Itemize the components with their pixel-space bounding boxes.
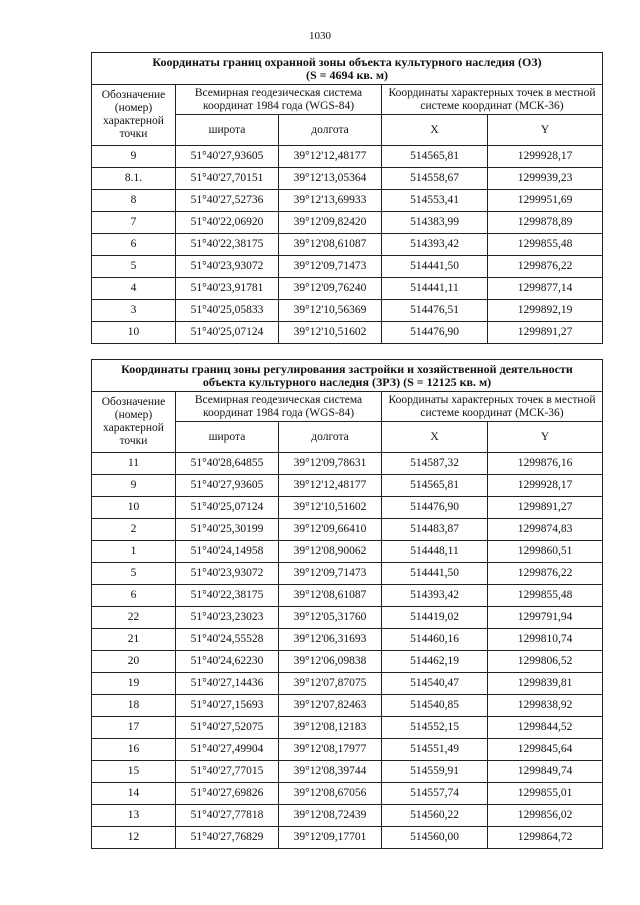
longitude-cell: 39°12'06,09838 (279, 651, 382, 673)
table-row (92, 717, 603, 739)
longitude-cell: 39°12'08,17977 (279, 739, 382, 761)
longitude-cell: 39°12'08,39744 (279, 761, 382, 783)
longitude-cell: 39°12'05,31760 (279, 607, 382, 629)
point-id-cell: 8.1. (92, 168, 176, 190)
longitude-cell: 39°12'08,90062 (279, 541, 382, 563)
longitude-cell: 39°12'07,87075 (279, 673, 382, 695)
table-title (92, 360, 603, 392)
point-id-cell: 13 (92, 805, 176, 827)
latitude-cell: 51°40'27,93605 (176, 475, 279, 497)
point-id-cell: 6 (92, 234, 176, 256)
y-coordinate-cell: 1299791,94 (488, 607, 603, 629)
point-id-cell: 6 (92, 585, 176, 607)
point-id-cell: 8 (92, 190, 176, 212)
longitude-cell: 39°12'10,51602 (279, 322, 382, 344)
header-latitude: широта (176, 115, 279, 146)
y-coordinate-cell: 1299876,22 (488, 256, 603, 278)
table-title-line1: Координаты границ зоны регулирования застройки и хозяйственной деятельности (121, 361, 573, 376)
table-row (92, 585, 603, 607)
y-coordinate-cell: 1299928,17 (488, 475, 603, 497)
x-coordinate-cell: 514587,32 (382, 453, 488, 475)
y-coordinate-cell: 1299891,27 (488, 497, 603, 519)
latitude-cell: 51°40'27,52736 (176, 190, 279, 212)
point-id-cell: 20 (92, 651, 176, 673)
y-coordinate-cell: 1299839,81 (488, 673, 603, 695)
y-coordinate-cell: 1299844,52 (488, 717, 603, 739)
latitude-cell: 51°40'27,93605 (176, 146, 279, 168)
latitude-cell: 51°40'23,91781 (176, 278, 279, 300)
point-id-cell: 5 (92, 256, 176, 278)
latitude-cell: 51°40'24,62230 (176, 651, 279, 673)
point-id-cell: 19 (92, 673, 176, 695)
table-title (92, 53, 603, 85)
latitude-cell: 51°40'22,06920 (176, 212, 279, 234)
table-row (92, 629, 603, 651)
longitude-cell: 39°12'08,67056 (279, 783, 382, 805)
point-id-cell: 9 (92, 475, 176, 497)
point-id-cell: 14 (92, 783, 176, 805)
table-row (92, 146, 603, 168)
longitude-cell: 39°12'10,56369 (279, 300, 382, 322)
point-id-cell: 16 (92, 739, 176, 761)
x-coordinate-cell: 514540,47 (382, 673, 488, 695)
x-coordinate-cell: 514557,74 (382, 783, 488, 805)
latitude-cell: 51°40'23,93072 (176, 563, 279, 585)
longitude-cell: 39°12'09,78631 (279, 453, 382, 475)
x-coordinate-cell: 514552,15 (382, 717, 488, 739)
header-longitude: долгота (279, 422, 382, 453)
y-coordinate-cell: 1299838,92 (488, 695, 603, 717)
table-row (92, 541, 603, 563)
table-row (92, 497, 603, 519)
point-id-cell: 2 (92, 519, 176, 541)
header-designation: Обозначение (номер) характерной точки (92, 392, 176, 453)
header-longitude: долгота (279, 115, 382, 146)
table-row (92, 651, 603, 673)
longitude-cell: 39°12'10,51602 (279, 497, 382, 519)
longitude-cell: 39°12'09,66410 (279, 519, 382, 541)
latitude-cell: 51°40'25,05833 (176, 300, 279, 322)
latitude-cell: 51°40'27,49904 (176, 739, 279, 761)
longitude-cell: 39°12'09,17701 (279, 827, 382, 849)
x-coordinate-cell: 514560,00 (382, 827, 488, 849)
header-y: Y (488, 115, 603, 146)
latitude-cell: 51°40'24,14958 (176, 541, 279, 563)
x-coordinate-cell: 514393,42 (382, 234, 488, 256)
latitude-cell: 51°40'24,55528 (176, 629, 279, 651)
x-coordinate-cell: 514553,41 (382, 190, 488, 212)
header-designation: Обозначение (номер) характерной точки (92, 85, 176, 146)
table-row (92, 168, 603, 190)
table-title-line2: объекта культурного наследия (ЗРЗ) (S = 12125 кв. м) (202, 374, 492, 389)
table-row (92, 453, 603, 475)
latitude-cell: 51°40'25,07124 (176, 497, 279, 519)
y-coordinate-cell: 1299891,27 (488, 322, 603, 344)
point-id-cell: 11 (92, 453, 176, 475)
point-id-cell: 5 (92, 563, 176, 585)
x-coordinate-cell: 514559,91 (382, 761, 488, 783)
table-row (92, 300, 603, 322)
table-row (92, 190, 603, 212)
x-coordinate-cell: 514540,85 (382, 695, 488, 717)
y-coordinate-cell: 1299849,74 (488, 761, 603, 783)
table-row (92, 563, 603, 585)
latitude-cell: 51°40'27,77015 (176, 761, 279, 783)
table-row (92, 475, 603, 497)
table-row (92, 234, 603, 256)
longitude-cell: 39°12'09,71473 (279, 563, 382, 585)
y-coordinate-cell: 1299860,51 (488, 541, 603, 563)
point-id-cell: 17 (92, 717, 176, 739)
y-coordinate-cell: 1299806,52 (488, 651, 603, 673)
point-id-cell: 7 (92, 212, 176, 234)
table-row (92, 256, 603, 278)
x-coordinate-cell: 514383,99 (382, 212, 488, 234)
y-coordinate-cell: 1299876,16 (488, 453, 603, 475)
header-y: Y (488, 422, 603, 453)
point-id-cell: 4 (92, 278, 176, 300)
longitude-cell: 39°12'08,72439 (279, 805, 382, 827)
header-x: X (382, 115, 488, 146)
x-coordinate-cell: 514441,50 (382, 256, 488, 278)
longitude-cell: 39°12'08,61087 (279, 585, 382, 607)
y-coordinate-cell: 1299892,19 (488, 300, 603, 322)
latitude-cell: 51°40'25,30199 (176, 519, 279, 541)
longitude-cell: 39°12'08,61087 (279, 234, 382, 256)
y-coordinate-cell: 1299845,64 (488, 739, 603, 761)
header-latitude: широта (176, 422, 279, 453)
table-row (92, 695, 603, 717)
longitude-cell: 39°12'09,82420 (279, 212, 382, 234)
longitude-cell: 39°12'13,69933 (279, 190, 382, 212)
y-coordinate-cell: 1299874,83 (488, 519, 603, 541)
x-coordinate-cell: 514476,51 (382, 300, 488, 322)
longitude-cell: 39°12'08,12183 (279, 717, 382, 739)
latitude-cell: 51°40'23,23023 (176, 607, 279, 629)
x-coordinate-cell: 514448,11 (382, 541, 488, 563)
longitude-cell: 39°12'12,48177 (279, 146, 382, 168)
y-coordinate-cell: 1299928,17 (488, 146, 603, 168)
x-coordinate-cell: 514483,87 (382, 519, 488, 541)
longitude-cell: 39°12'09,71473 (279, 256, 382, 278)
latitude-cell: 51°40'28,64855 (176, 453, 279, 475)
header-wgs: Всемирная геодезическая система координат 1984 года (WGS-84) (176, 392, 382, 422)
latitude-cell: 51°40'27,15693 (176, 695, 279, 717)
latitude-cell: 51°40'27,70151 (176, 168, 279, 190)
table-title-line1: Координаты границ охранной зоны объекта культурного наследия (ОЗ) (152, 54, 542, 69)
table-row (92, 278, 603, 300)
table-row (92, 673, 603, 695)
table-row (92, 827, 603, 849)
latitude-cell: 51°40'25,07124 (176, 322, 279, 344)
latitude-cell: 51°40'22,38175 (176, 585, 279, 607)
y-coordinate-cell: 1299939,23 (488, 168, 603, 190)
x-coordinate-cell: 514476,90 (382, 497, 488, 519)
point-id-cell: 12 (92, 827, 176, 849)
regulation-zone-table (91, 359, 603, 849)
y-coordinate-cell: 1299855,48 (488, 234, 603, 256)
table-row (92, 322, 603, 344)
latitude-cell: 51°40'22,38175 (176, 234, 279, 256)
latitude-cell: 51°40'27,77818 (176, 805, 279, 827)
point-id-cell: 15 (92, 761, 176, 783)
header-x: X (382, 422, 488, 453)
x-coordinate-cell: 514460,16 (382, 629, 488, 651)
x-coordinate-cell: 514462,19 (382, 651, 488, 673)
longitude-cell: 39°12'07,82463 (279, 695, 382, 717)
table-row (92, 607, 603, 629)
x-coordinate-cell: 514551,49 (382, 739, 488, 761)
point-id-cell: 22 (92, 607, 176, 629)
latitude-cell: 51°40'27,69826 (176, 783, 279, 805)
x-coordinate-cell: 514441,50 (382, 563, 488, 585)
x-coordinate-cell: 514560,22 (382, 805, 488, 827)
y-coordinate-cell: 1299951,69 (488, 190, 603, 212)
y-coordinate-cell: 1299877,14 (488, 278, 603, 300)
table-row (92, 761, 603, 783)
page-number: 1030 (309, 30, 331, 42)
protection-zone-table (91, 52, 603, 344)
longitude-cell: 39°12'06,31693 (279, 629, 382, 651)
y-coordinate-cell: 1299856,02 (488, 805, 603, 827)
point-id-cell: 21 (92, 629, 176, 651)
header-msk: Координаты характерных точек в местной системе координат (МСК-36) (382, 392, 603, 422)
x-coordinate-cell: 514441,11 (382, 278, 488, 300)
point-id-cell: 3 (92, 300, 176, 322)
header-msk: Координаты характерных точек в местной системе координат (МСК-36) (382, 85, 603, 115)
latitude-cell: 51°40'23,93072 (176, 256, 279, 278)
x-coordinate-cell: 514565,81 (382, 475, 488, 497)
y-coordinate-cell: 1299810,74 (488, 629, 603, 651)
latitude-cell: 51°40'27,76829 (176, 827, 279, 849)
table-row (92, 739, 603, 761)
y-coordinate-cell: 1299864,72 (488, 827, 603, 849)
x-coordinate-cell: 514419,02 (382, 607, 488, 629)
table-row (92, 519, 603, 541)
y-coordinate-cell: 1299878,89 (488, 212, 603, 234)
point-id-cell: 9 (92, 146, 176, 168)
x-coordinate-cell: 514476,90 (382, 322, 488, 344)
y-coordinate-cell: 1299855,01 (488, 783, 603, 805)
point-id-cell: 1 (92, 541, 176, 563)
x-coordinate-cell: 514558,67 (382, 168, 488, 190)
longitude-cell: 39°12'09,76240 (279, 278, 382, 300)
longitude-cell: 39°12'13,05364 (279, 168, 382, 190)
x-coordinate-cell: 514393,42 (382, 585, 488, 607)
y-coordinate-cell: 1299876,22 (488, 563, 603, 585)
point-id-cell: 10 (92, 497, 176, 519)
header-wgs: Всемирная геодезическая система координат 1984 года (WGS-84) (176, 85, 382, 115)
table-row (92, 805, 603, 827)
table-title-line2: (S = 4694 кв. м) (305, 67, 389, 82)
x-coordinate-cell: 514565,81 (382, 146, 488, 168)
table-row (92, 783, 603, 805)
point-id-cell: 18 (92, 695, 176, 717)
table-row (92, 212, 603, 234)
longitude-cell: 39°12'12,48177 (279, 475, 382, 497)
y-coordinate-cell: 1299855,48 (488, 585, 603, 607)
latitude-cell: 51°40'27,52075 (176, 717, 279, 739)
point-id-cell: 10 (92, 322, 176, 344)
latitude-cell: 51°40'27,14436 (176, 673, 279, 695)
